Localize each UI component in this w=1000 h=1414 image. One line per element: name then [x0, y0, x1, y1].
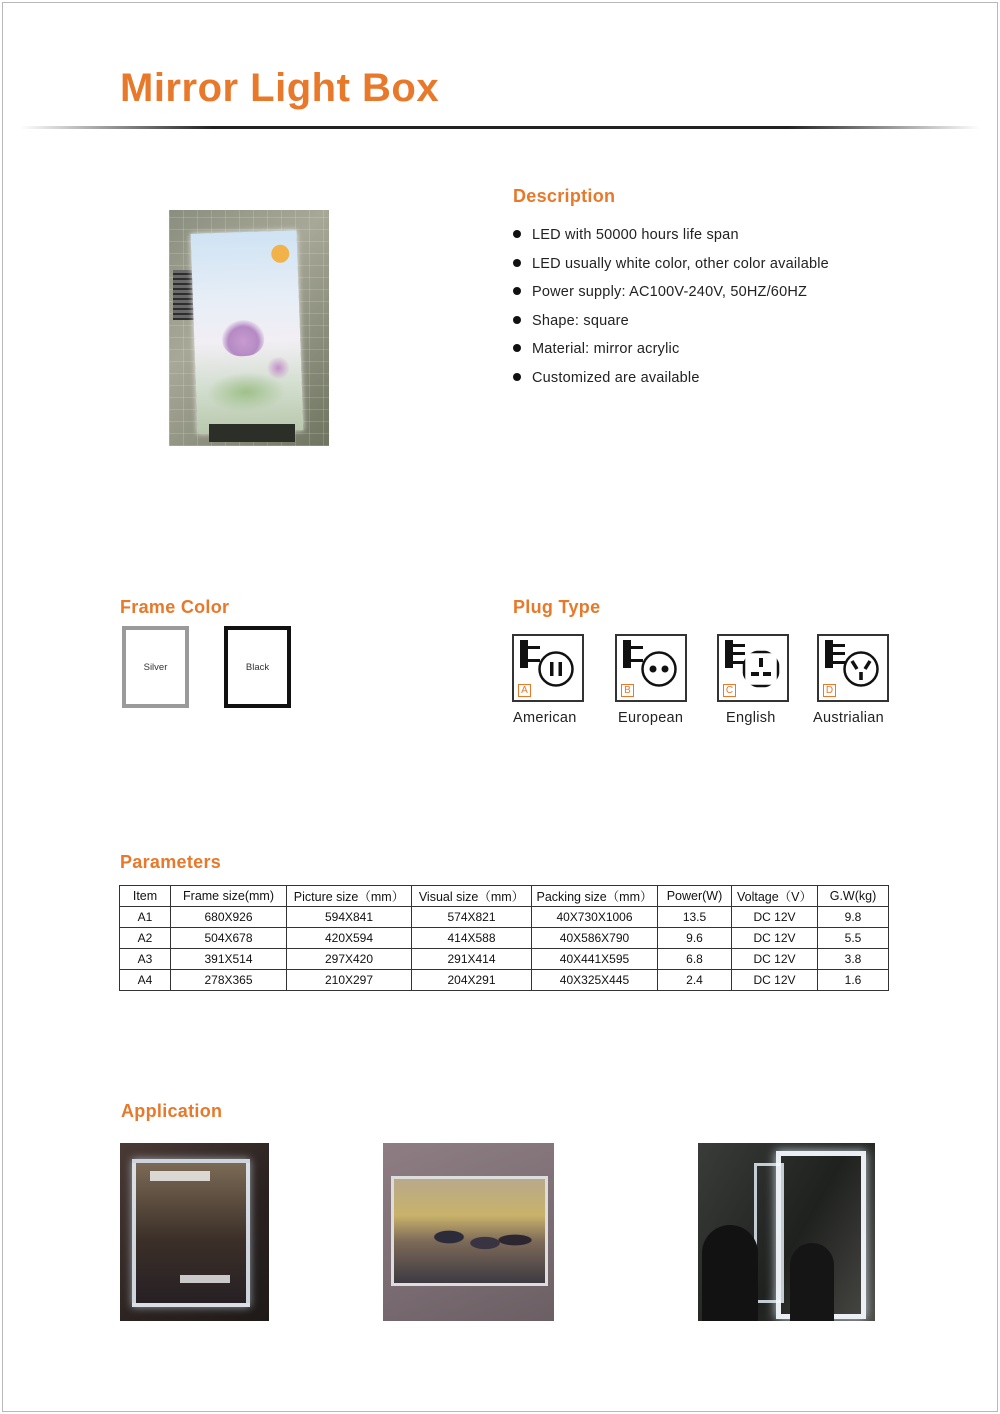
table-cell: 40X730X1006	[532, 907, 658, 928]
table-cell: 204X291	[412, 970, 532, 991]
column-header: Packing size（mm）	[532, 886, 658, 907]
table-cell: 5.5	[818, 928, 889, 949]
table-cell: 6.8	[658, 949, 732, 970]
plug-label-english: English	[726, 710, 776, 726]
table-cell: 2.4	[658, 970, 732, 991]
description-item: LED usually white color, other color available	[513, 255, 829, 284]
column-header: Visual size（mm）	[412, 886, 532, 907]
description-heading: Description	[513, 186, 616, 206]
american-plug-icon	[512, 634, 584, 702]
frame-swatch-silver	[122, 626, 189, 708]
table-row	[120, 970, 889, 991]
plug-label-american: American	[513, 710, 577, 726]
table-cell: 9.6	[658, 928, 732, 949]
column-header: Voltage（V）	[732, 886, 818, 907]
title-divider	[20, 126, 980, 129]
plug-label-european: European	[618, 710, 684, 726]
table-cell: 297X420	[287, 949, 412, 970]
table-cell: 391X514	[171, 949, 287, 970]
european-socket-icon	[640, 650, 678, 688]
application-photo	[383, 1143, 554, 1321]
table-cell: 210X297	[287, 970, 412, 991]
parameters-heading: Parameters	[120, 852, 222, 872]
product-photo	[169, 210, 329, 446]
table-cell: 1.6	[818, 970, 889, 991]
table-cell: A3	[120, 949, 171, 970]
table-cell: 291X414	[412, 949, 532, 970]
australian-socket-icon	[842, 650, 880, 688]
european-plug-icon	[615, 634, 687, 702]
description-item: LED with 50000 hours life span	[513, 226, 829, 255]
plug-letter: B	[621, 684, 634, 697]
plug-label-australian: Austrialian	[813, 710, 884, 726]
table-cell: DC 12V	[732, 907, 818, 928]
table-cell: 40X325X445	[532, 970, 658, 991]
english-plug-icon	[717, 634, 789, 702]
plug-type-heading: Plug Type	[513, 597, 601, 617]
frame-swatch-black	[224, 626, 291, 708]
page-title: Mirror Light Box	[120, 66, 440, 110]
application-photo	[120, 1143, 269, 1321]
column-header: Item	[120, 886, 171, 907]
table-cell: DC 12V	[732, 928, 818, 949]
table-cell: 414X588	[412, 928, 532, 949]
english-socket-icon	[742, 650, 780, 688]
application-photo	[698, 1143, 875, 1321]
table-cell: DC 12V	[732, 949, 818, 970]
table-cell: A1	[120, 907, 171, 928]
table-cell: 3.8	[818, 949, 889, 970]
table-cell: 594X841	[287, 907, 412, 928]
column-header: Picture size（mm）	[287, 886, 412, 907]
table-cell: 420X594	[287, 928, 412, 949]
plug-letter: A	[518, 684, 531, 697]
parameters-table	[119, 885, 889, 991]
australian-plug-icon	[817, 634, 889, 702]
application-heading: Application	[121, 1101, 223, 1121]
description-item: Material: mirror acrylic	[513, 340, 829, 369]
table-row	[120, 949, 889, 970]
table-cell: 40X586X790	[532, 928, 658, 949]
column-header: Power(W)	[658, 886, 732, 907]
table-row	[120, 907, 889, 928]
table-cell: 574X821	[412, 907, 532, 928]
swatch-label: Silver	[143, 661, 168, 673]
swatch-label: Black	[245, 661, 270, 673]
table-cell: 504X678	[171, 928, 287, 949]
table-cell: A4	[120, 970, 171, 991]
description-item: Power supply: AC100V-240V, 50HZ/60HZ	[513, 283, 829, 312]
table-cell: 13.5	[658, 907, 732, 928]
table-cell: A2	[120, 928, 171, 949]
american-socket-icon	[537, 650, 575, 688]
table-row	[120, 928, 889, 949]
table-cell: 9.8	[818, 907, 889, 928]
description-list	[513, 226, 829, 398]
table-header-row	[120, 886, 889, 907]
table-cell: 278X365	[171, 970, 287, 991]
column-header: Frame size(mm)	[171, 886, 287, 907]
column-header: G.W(kg)	[818, 886, 889, 907]
table-cell: 40X441X595	[532, 949, 658, 970]
plug-letter: C	[723, 684, 736, 697]
table-cell: 680X926	[171, 907, 287, 928]
description-item: Shape: square	[513, 312, 829, 341]
description-item: Customized are available	[513, 369, 829, 398]
frame-color-heading: Frame Color	[120, 597, 230, 617]
table-cell: DC 12V	[732, 970, 818, 991]
plug-letter: D	[823, 684, 836, 697]
